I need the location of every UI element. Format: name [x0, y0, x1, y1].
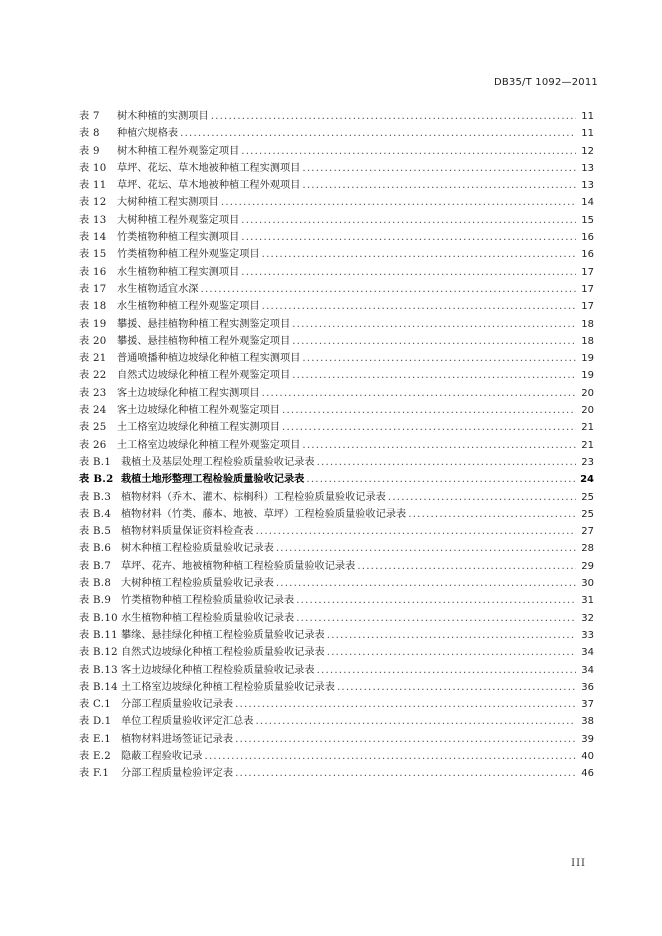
toc-dot-leader [235, 696, 576, 713]
toc-entry-label: 表 D.1 [79, 716, 112, 728]
toc-entry-label: 表 25 [79, 422, 107, 434]
toc-entry-page: 34 [581, 664, 594, 676]
toc-entry-page: 25 [581, 508, 594, 520]
toc-dot-leader [262, 246, 576, 263]
toc-dot-leader [296, 592, 576, 609]
toc-dot-leader [241, 229, 576, 246]
toc-dot-leader [292, 316, 576, 333]
toc-entry-label: 表 13 [79, 214, 107, 226]
toc-entry[interactable] [79, 644, 594, 661]
toc-entry-label: 表 B.11 [79, 629, 118, 641]
toc-entry[interactable] [79, 419, 594, 436]
toc-entry-title: 普通喷播种植边坡绿化种植工程实测项目 [117, 353, 301, 365]
toc-dot-leader [262, 385, 576, 402]
toc-entry-label: 表 B.10 [79, 612, 118, 624]
toc-entry[interactable] [79, 540, 594, 557]
toc-entry-label: 表 B.14 [79, 681, 118, 693]
toc-entry[interactable] [79, 765, 594, 782]
toc-dot-leader [241, 143, 576, 160]
toc-entry-title: 攀援、悬挂植物种植工程外观鉴定项目 [117, 335, 291, 347]
toc-entry-title: 水生植物种植工程实测项目 [117, 266, 240, 278]
toc-dot-leader [201, 281, 577, 298]
toc-entry-title: 自然式边坡绿化种植工程外观鉴定项目 [117, 370, 291, 382]
toc-entry[interactable] [79, 333, 594, 350]
toc-entry-page: 17 [581, 301, 594, 313]
toc-entry-page: 34 [581, 647, 594, 659]
toc-entry-page: 11 [581, 111, 594, 122]
toc-entry[interactable] [79, 748, 594, 765]
toc-entry-label: 表 19 [79, 318, 107, 330]
toc-dot-leader [292, 333, 576, 350]
toc-entry-title: 植物材料（乔木、灌木、棕榈科）工程检验质量验收记录表 [121, 491, 386, 503]
toc-entry-page: 17 [581, 283, 594, 295]
toc-entry-title: 客土边坡绿化种植工程检验质量验收记录表 [121, 664, 315, 676]
toc-entry-page: 46 [581, 768, 594, 780]
toc-entry-title: 客土边坡绿化种植工程实测项目 [117, 387, 260, 399]
toc-entry-title: 草坪、花坛、草木地被种植工程外观项目 [117, 180, 301, 192]
toc-entry-page: 37 [581, 699, 594, 711]
toc-entry-page: 15 [581, 214, 594, 226]
toc-entry-page: 39 [581, 733, 594, 745]
toc-entry-title: 水生植物种植工程外观鉴定项目 [117, 301, 260, 313]
toc-entry[interactable] [79, 194, 594, 211]
toc-entry-page: 19 [581, 370, 594, 382]
toc-entry-title: 攀缘、悬挂绿化种植工程检验质量验收记录表 [121, 629, 325, 641]
toc-entry-page: 16 [581, 249, 594, 261]
toc-dot-leader [306, 471, 576, 488]
toc-entry-label: 表 E.1 [79, 733, 112, 745]
toc-entry-label: 表 17 [79, 283, 107, 295]
toc-entry-label: 表 F.1 [79, 768, 110, 780]
toc-entry-label: 表 12 [79, 197, 107, 209]
toc-dot-leader [276, 540, 576, 557]
toc-entry-label: 表 B.5 [79, 526, 112, 538]
toc-entry-label: 表 B.9 [79, 595, 112, 607]
toc-entry-page: 31 [581, 595, 594, 607]
toc-entry-title: 隐蔽工程验收记录 [121, 750, 203, 762]
toc-entry[interactable] [79, 246, 594, 263]
toc-dot-leader [337, 679, 576, 696]
toc-entry-label: 表 23 [79, 387, 107, 399]
toc-dot-leader [211, 108, 576, 125]
toc-entry-label: 表 B.7 [79, 560, 112, 572]
table-of-tables-list [79, 108, 594, 783]
toc-entry-title: 土工格室边坡绿化种植工程检验质量验收记录表 [121, 681, 335, 693]
toc-entry-page: 18 [581, 318, 594, 330]
toc-entry-title: 竹类植物种植工程外观鉴定项目 [117, 249, 260, 261]
toc-entry-page: 29 [581, 560, 594, 572]
toc-dot-leader [282, 419, 576, 436]
toc-entry-title: 单位工程质量验收评定汇总表 [121, 716, 254, 728]
toc-entry[interactable] [79, 402, 594, 419]
toc-entry-title: 土工格室边坡绿化种植工程实测项目 [117, 422, 280, 434]
toc-dot-leader [255, 713, 576, 730]
toc-entry-title: 树木种植的实测项目 [117, 111, 209, 122]
toc-entry[interactable] [79, 160, 594, 177]
toc-entry[interactable] [79, 367, 594, 384]
toc-entry-page: 40 [581, 750, 594, 762]
toc-entry-label: 表 B.8 [79, 578, 112, 590]
toc-entry-page: 20 [581, 405, 594, 417]
standard-number-header: DB35/T 1092—2011 [493, 77, 598, 88]
toc-dot-leader [292, 367, 576, 384]
toc-entry-page: 30 [581, 578, 594, 590]
toc-entry-label: 表 7 [79, 111, 100, 122]
toc-dot-leader [302, 177, 576, 194]
toc-entry-title: 竹类植物种植工程检验质量验收记录表 [121, 595, 295, 607]
toc-entry[interactable] [79, 298, 594, 315]
toc-entry-page: 18 [581, 335, 594, 347]
toc-entry-label: 表 10 [79, 162, 107, 174]
toc-entry-page: 23 [581, 456, 594, 468]
toc-entry[interactable] [79, 316, 594, 333]
toc-entry[interactable] [79, 679, 594, 696]
toc-entry[interactable] [79, 108, 594, 125]
toc-entry-page: 14 [581, 197, 594, 209]
toc-dot-leader [235, 765, 576, 782]
toc-entry-page: 27 [581, 526, 594, 538]
toc-entry[interactable] [79, 575, 594, 592]
toc-entry-title: 种植穴规格表 [117, 128, 179, 140]
toc-entry-title: 大树种植工程外观鉴定项目 [117, 214, 240, 226]
toc-entry-title: 客土边坡绿化种植工程外观鉴定项目 [117, 405, 280, 417]
toc-entry-page: 33 [581, 629, 594, 641]
toc-dot-leader [296, 610, 576, 627]
toc-entry-label: 表 B.3 [79, 491, 112, 503]
toc-entry[interactable] [79, 454, 594, 471]
toc-dot-leader [235, 731, 576, 748]
toc-entry-page: 38 [581, 716, 594, 728]
toc-entry[interactable] [79, 229, 594, 246]
toc-entry-title: 大树种植工程检验质量验收记录表 [121, 578, 274, 590]
toc-dot-leader [276, 575, 576, 592]
toc-dot-leader [205, 748, 577, 765]
toc-entry-label: 表 22 [79, 370, 107, 382]
toc-entry[interactable] [79, 662, 594, 679]
toc-entry-page: 21 [581, 439, 594, 451]
toc-entry-page: 13 [581, 162, 594, 174]
toc-entry-label: 表 B.6 [79, 543, 112, 555]
toc-entry-label: 表 B.4 [79, 508, 112, 520]
toc-dot-leader [317, 662, 576, 679]
toc-entry[interactable] [79, 350, 594, 367]
toc-entry-label: 表 9 [79, 145, 100, 157]
toc-entry-label: 表 14 [79, 232, 107, 244]
toc-entry-title: 植物材料质量保证资料检查表 [121, 526, 254, 538]
toc-dot-leader [388, 489, 576, 506]
toc-entry-label: 表 21 [79, 353, 107, 365]
toc-dot-leader [241, 264, 576, 281]
toc-entry[interactable] [79, 627, 594, 644]
toc-entry-title: 分部工程质量检验评定表 [121, 768, 234, 780]
toc-entry[interactable] [79, 143, 594, 160]
toc-entry[interactable] [79, 592, 594, 609]
toc-entry-label: 表 B.2 [79, 473, 114, 486]
toc-entry-page: 17 [581, 266, 594, 278]
toc-entry-title: 攀援、悬挂植物种植工程实测鉴定项目 [117, 318, 291, 330]
toc-entry-title: 树木种植工程外观鉴定项目 [117, 145, 240, 157]
toc-entry-page: 25 [581, 491, 594, 503]
toc-entry-label: 表 16 [79, 266, 107, 278]
toc-entry[interactable] [79, 385, 594, 402]
toc-entry[interactable] [79, 177, 594, 194]
toc-entry-label: 表 26 [79, 439, 107, 451]
toc-entry-label: 表 B.13 [79, 664, 118, 676]
toc-entry-page: 11 [581, 128, 594, 140]
toc-entry[interactable] [79, 506, 594, 523]
toc-entry[interactable] [79, 212, 594, 229]
toc-entry-label: 表 20 [79, 335, 107, 347]
toc-entry-page: 32 [581, 612, 594, 624]
toc-dot-leader [180, 125, 576, 142]
toc-entry[interactable] [79, 523, 594, 540]
toc-entry-title: 分部工程质量验收记录表 [121, 699, 234, 711]
toc-entry-page: 12 [581, 145, 594, 157]
toc-entry-page: 36 [581, 681, 594, 693]
toc-entry-label: 表 15 [79, 249, 107, 261]
toc-entry-title: 自然式边坡绿化种植工程检验质量验收记录表 [121, 647, 325, 659]
toc-entry-page: 16 [581, 232, 594, 244]
toc-entry-page: 20 [581, 387, 594, 399]
toc-entry-title: 草坪、花卉、地被植物种植工程检验质量验收记录表 [121, 560, 356, 572]
toc-dot-leader [408, 506, 576, 523]
toc-entry-label: 表 B.1 [79, 456, 112, 468]
toc-entry[interactable] [79, 125, 594, 142]
toc-dot-leader [221, 194, 576, 211]
toc-dot-leader [302, 160, 576, 177]
toc-entry[interactable] [79, 558, 594, 575]
toc-entry-label: 表 8 [79, 128, 100, 140]
toc-entry-title: 树木种植工程检验质量验收记录表 [121, 543, 274, 555]
toc-dot-leader [302, 350, 576, 367]
toc-entry[interactable] [79, 731, 594, 748]
toc-entry-page: 24 [580, 474, 594, 486]
toc-entry-title: 竹类植物种植工程实测项目 [117, 232, 240, 244]
toc-dot-leader [317, 454, 576, 471]
toc-entry[interactable] [79, 489, 594, 506]
toc-entry-title: 草坪、花坛、草木地被种植工程实测项目 [117, 162, 301, 174]
toc-dot-leader [262, 298, 576, 315]
toc-entry-page: 19 [581, 353, 594, 365]
toc-dot-leader [241, 212, 576, 229]
toc-entry-title: 水生植物适宜水深 [117, 283, 199, 295]
toc-entry-title: 大树种植工程实测项目 [117, 197, 219, 209]
toc-dot-leader [282, 402, 576, 419]
page-number: III [571, 858, 586, 869]
toc-entry-label: 表 C.1 [79, 699, 112, 711]
toc-entry-title: 栽植土及基层处理工程检验质量验收记录表 [121, 456, 315, 468]
toc-dot-leader [302, 437, 576, 454]
toc-entry-page: 21 [581, 422, 594, 434]
toc-entry-page: 13 [581, 180, 594, 192]
toc-entry-label: 表 24 [79, 405, 107, 417]
toc-entry-label: 表 E.2 [79, 750, 112, 762]
toc-entry-label: 表 11 [79, 180, 107, 192]
toc-entry-page: 28 [581, 543, 594, 555]
toc-entry-title: 植物材料进场签证记录表 [121, 733, 234, 745]
toc-entry[interactable] [79, 264, 594, 281]
toc-dot-leader [357, 558, 576, 575]
toc-entry-title: 植物材料（竹类、藤本、地被、草坪）工程检验质量验收记录表 [121, 508, 407, 520]
toc-entry-title: 栽植土地形整理工程检验质量验收记录表 [121, 473, 305, 486]
toc-dot-leader [255, 523, 576, 540]
toc-dot-leader [327, 627, 576, 644]
toc-entry[interactable] [79, 610, 594, 627]
toc-dot-leader [327, 644, 576, 661]
toc-entry[interactable] [79, 471, 594, 488]
toc-entry[interactable] [79, 437, 594, 454]
toc-entry[interactable] [79, 281, 594, 298]
toc-entry[interactable] [79, 696, 594, 713]
toc-entry-title: 土工格室边坡绿化种植工程外观鉴定项目 [117, 439, 301, 451]
toc-entry-title: 水生植物种植工程检验质量验收记录表 [121, 612, 295, 624]
toc-entry-label: 表 B.12 [79, 647, 118, 659]
toc-entry-label: 表 18 [79, 301, 107, 313]
toc-entry[interactable] [79, 713, 594, 730]
